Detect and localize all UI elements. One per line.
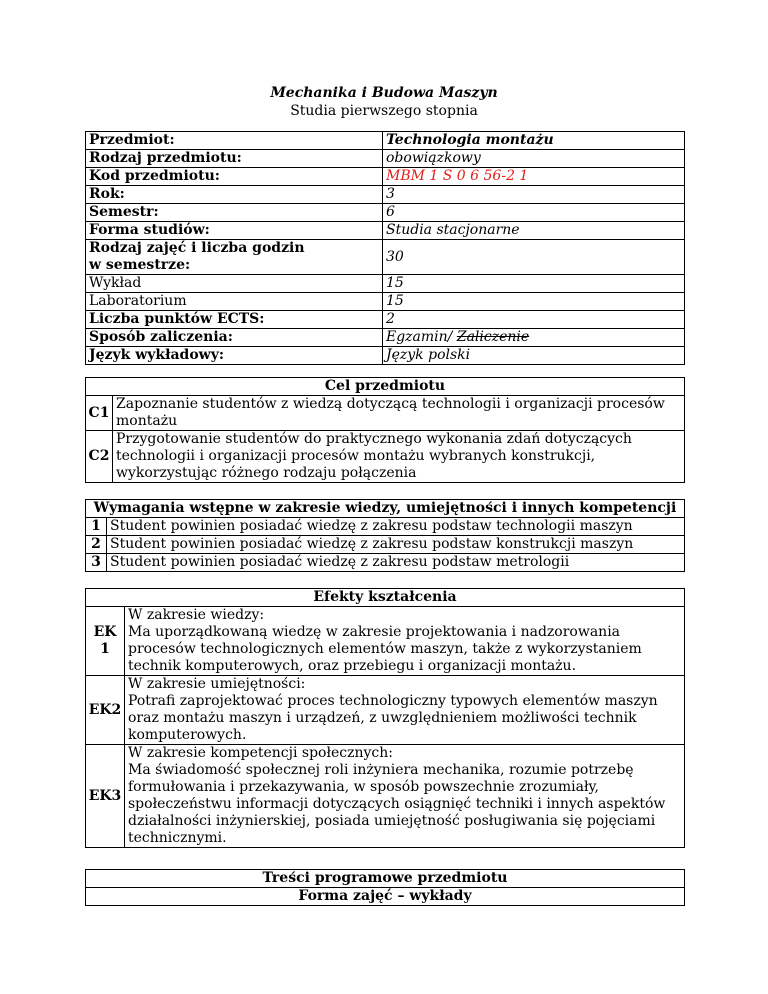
- requirement-text: Student powinien posiadać wiedzę z zakresu podstaw metrologii: [107, 554, 685, 572]
- program-heading: Treści programowe przedmiotu: [86, 870, 685, 888]
- label-lab: Laboratorium: [86, 293, 383, 311]
- info-row-ects: [86, 311, 685, 329]
- objectives-table: [85, 377, 685, 483]
- outcome-content: [125, 745, 685, 848]
- outcome-text: Ma świadomość społecznej roli inżyniera mechanika, rozumie potrzebę formułowania i przekazywania, w sposób powszechnie zrozumiały, społeczeństwu informacji dotyczących osiągnięć techniki i innych aspektów działalności inżynierskiej, posiada umiejętność posługiwania się pojęciami technicznymi.: [128, 762, 666, 846]
- value-assessment: [383, 329, 685, 347]
- requirements-table: [85, 499, 685, 572]
- outcome-row: [86, 745, 685, 848]
- info-row-year: [86, 186, 685, 204]
- info-row-lecture: [86, 275, 685, 293]
- value-lab: 15: [383, 293, 685, 311]
- value-type: obowiązkowy: [383, 150, 685, 168]
- requirement-number: 2: [86, 536, 107, 554]
- value-subject: Technologia montażu: [383, 132, 685, 150]
- label-study-form: Forma studiów:: [86, 222, 383, 240]
- info-row-type: [86, 150, 685, 168]
- outcomes-heading: Efekty kształcenia: [86, 589, 685, 607]
- program-table: [85, 869, 685, 906]
- outcome-text: Potrafi zaprojektować proces technologiczny typowych elementów maszyn oraz montażu maszyn i urządzeń, z uwzględnieniem możliwości technik komputerowych.: [128, 693, 658, 743]
- label-hours-line1: Rodzaj zajęć i liczba godzin: [89, 240, 305, 256]
- label-semester: Semestr:: [86, 204, 383, 222]
- objective-row: [86, 396, 685, 431]
- label-assessment: Sposób zaliczenia:: [86, 329, 383, 347]
- value-lecture: 15: [383, 275, 685, 293]
- outcome-row: [86, 676, 685, 745]
- label-type: Rodzaj przedmiotu:: [86, 150, 383, 168]
- outcome-scope: W zakresie wiedzy:: [128, 607, 265, 623]
- requirement-row: [86, 536, 685, 554]
- label-lecture: Wykład: [86, 275, 383, 293]
- value-hours: 30: [383, 240, 685, 275]
- requirement-row: [86, 554, 685, 572]
- value-code: MBM 1 S 0 6 56-2 1: [383, 168, 685, 186]
- value-year: 3: [383, 186, 685, 204]
- info-row-lab: [86, 293, 685, 311]
- program-subheading: Forma zajęć – wykłady: [86, 888, 685, 906]
- objective-text: Przygotowanie studentów do praktycznego wykonania zdań dotyczących technologii i organizacji procesów montażu wybranych konstrukcji, wykorzystując różnego rodzaju połączenia: [113, 431, 685, 483]
- label-hours-line2: w semestrze:: [89, 257, 191, 273]
- info-row-code: [86, 168, 685, 186]
- value-ects: 2: [383, 311, 685, 329]
- label-ects: Liczba punktów ECTS:: [86, 311, 383, 329]
- value-study-form: Studia stacjonarne: [383, 222, 685, 240]
- outcome-content: [125, 676, 685, 745]
- outcome-code: EK2: [86, 676, 125, 745]
- objective-text: Zapoznanie studentów z wiedzą dotyczącą technologii i organizacji procesów montażu: [113, 396, 685, 431]
- label-code: Kod przedmiotu:: [86, 168, 383, 186]
- label-language: Język wykładowy:: [86, 347, 383, 365]
- label-hours: [86, 240, 383, 275]
- info-row-language: [86, 347, 685, 365]
- requirement-text: Student powinien posiadać wiedzę z zakresu podstaw technologii maszyn: [107, 518, 685, 536]
- outcome-scope: W zakresie kompetencji społecznych:: [128, 745, 394, 761]
- label-subject: Przedmiot:: [86, 132, 383, 150]
- value-assessment-credit: Zaliczenie: [456, 329, 530, 345]
- requirement-number: 1: [86, 518, 107, 536]
- outcome-scope: W zakresie umiejętności:: [128, 676, 306, 692]
- label-year: Rok:: [86, 186, 383, 204]
- objective-code: C1: [86, 396, 113, 431]
- value-assessment-exam: Egzamin/: [386, 329, 453, 345]
- outcomes-table: [85, 588, 685, 848]
- objectives-heading: Cel przedmiotu: [86, 378, 685, 396]
- info-row-assessment: [86, 329, 685, 347]
- info-row-subject: [86, 132, 685, 150]
- info-row-semester: [86, 204, 685, 222]
- outcome-text: Ma uporządkowaną wiedzę w zakresie projektowania i nadzorowania procesów technologicznych elementów maszyn, także z wykorzystaniem technik komputerowych, oraz przebiegu i organizacji montażu.: [128, 624, 642, 674]
- requirements-heading: Wymagania wstępne w zakresie wiedzy, umiejętności i innych kompetencji: [86, 500, 685, 518]
- requirement-number: 3: [86, 554, 107, 572]
- page-subtitle: Studia pierwszego stopnia: [290, 103, 478, 119]
- page-title: Mechanika i Budowa Maszyn: [270, 85, 498, 101]
- objective-code: C2: [86, 431, 113, 483]
- value-semester: 6: [383, 204, 685, 222]
- requirement-row: [86, 518, 685, 536]
- course-info-table: [85, 131, 685, 365]
- outcome-code: EK3: [86, 745, 125, 848]
- info-row-study-form: [86, 222, 685, 240]
- outcome-code: EK 1: [86, 607, 125, 676]
- outcome-row: [86, 607, 685, 676]
- value-language: Język polski: [383, 347, 685, 365]
- info-row-hours: [86, 240, 685, 275]
- objective-row: [86, 431, 685, 483]
- requirement-text: Student powinien posiadać wiedzę z zakresu podstaw konstrukcji maszyn: [107, 536, 685, 554]
- outcome-content: [125, 607, 685, 676]
